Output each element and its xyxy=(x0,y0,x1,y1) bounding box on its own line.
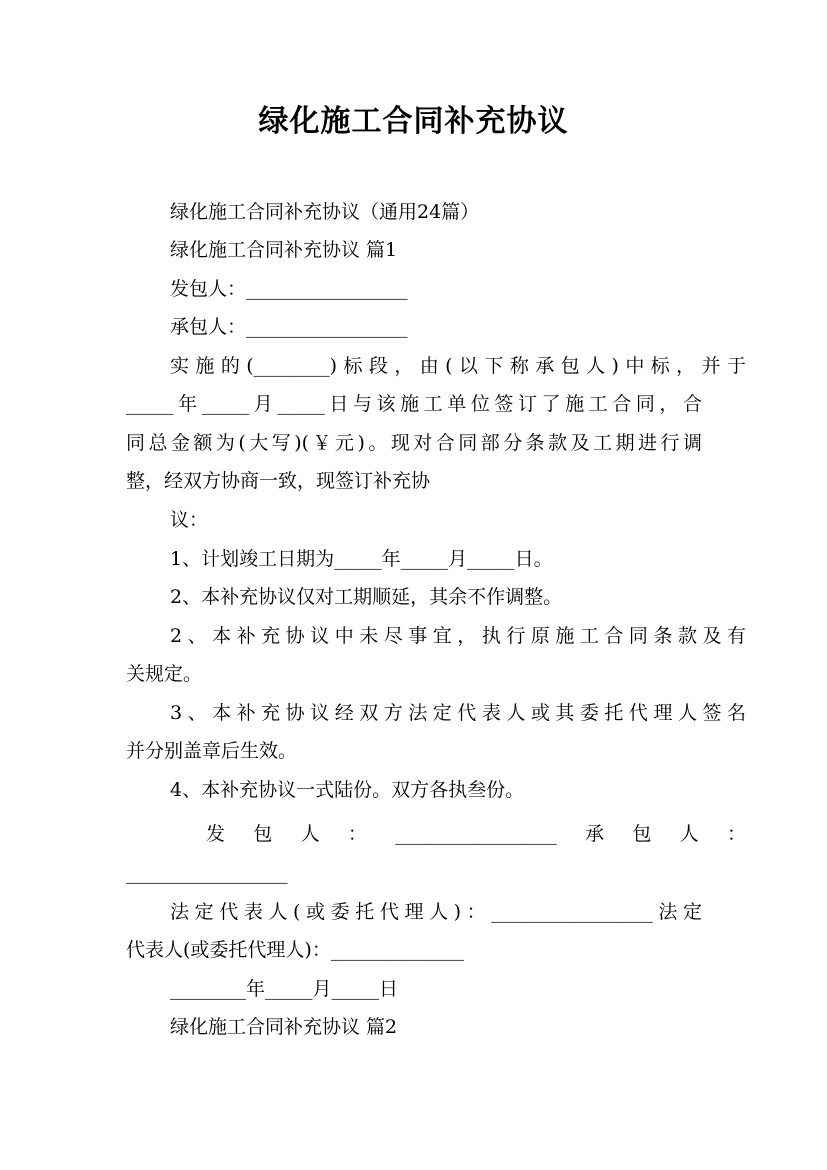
signature-line: 代表人(或委托代理人)：______________ xyxy=(126,939,464,961)
clause-line: 3、本补充协议经双方法定代表人或其委托代理人签名 xyxy=(170,702,746,724)
contractor-line: 承包人：_________________ xyxy=(170,316,408,338)
clause-line: 并分别盖章后生效。 xyxy=(126,740,298,762)
clause-line: 2、本补充协议仅对工期顺延，其余不作调整。 xyxy=(170,586,563,608)
signature-line: 法定代表人(或委托代理人)：_________________法定 xyxy=(170,901,702,923)
signature-line: 发包人：_________________承包人： xyxy=(206,823,746,845)
clause-line: 2、本补充协议中未尽事宜，执行原施工合同条款及有 xyxy=(170,625,746,647)
paragraph-line: _____年_____月_____日与该施工单位签订了施工合同，合 xyxy=(126,393,702,415)
section-heading: 绿化施工合同补充协议 篇2 xyxy=(170,1016,398,1038)
subtitle-line: 绿化施工合同补充协议（通用24篇） xyxy=(170,201,480,223)
date-line: ________年_____月_____日 xyxy=(170,978,399,1000)
document-title: 绿化施工合同补充协议 xyxy=(258,104,569,139)
employer-line: 发包人：_________________ xyxy=(170,278,408,300)
signature-line: _________________ xyxy=(126,862,288,884)
paragraph-line: 议： xyxy=(170,509,209,531)
clause-line: 1、计划竣工日期为_____年_____月_____日。 xyxy=(170,548,553,570)
section-heading: 绿化施工合同补充协议 篇1 xyxy=(170,239,398,261)
paragraph-line: 同总金额为(大写)(￥元)。现对合同部分条款及工期进行调 xyxy=(126,432,702,454)
paragraph-line: 整，经双方协商一致，现签订补充协 xyxy=(126,470,431,492)
clause-line: 关规定。 xyxy=(126,663,203,685)
paragraph-line: 实施的(________)标段，由(以下称承包人)中标，并于 xyxy=(170,355,746,377)
clause-line: 4、本补充协议一式陆份。双方各执叁份。 xyxy=(170,779,525,801)
